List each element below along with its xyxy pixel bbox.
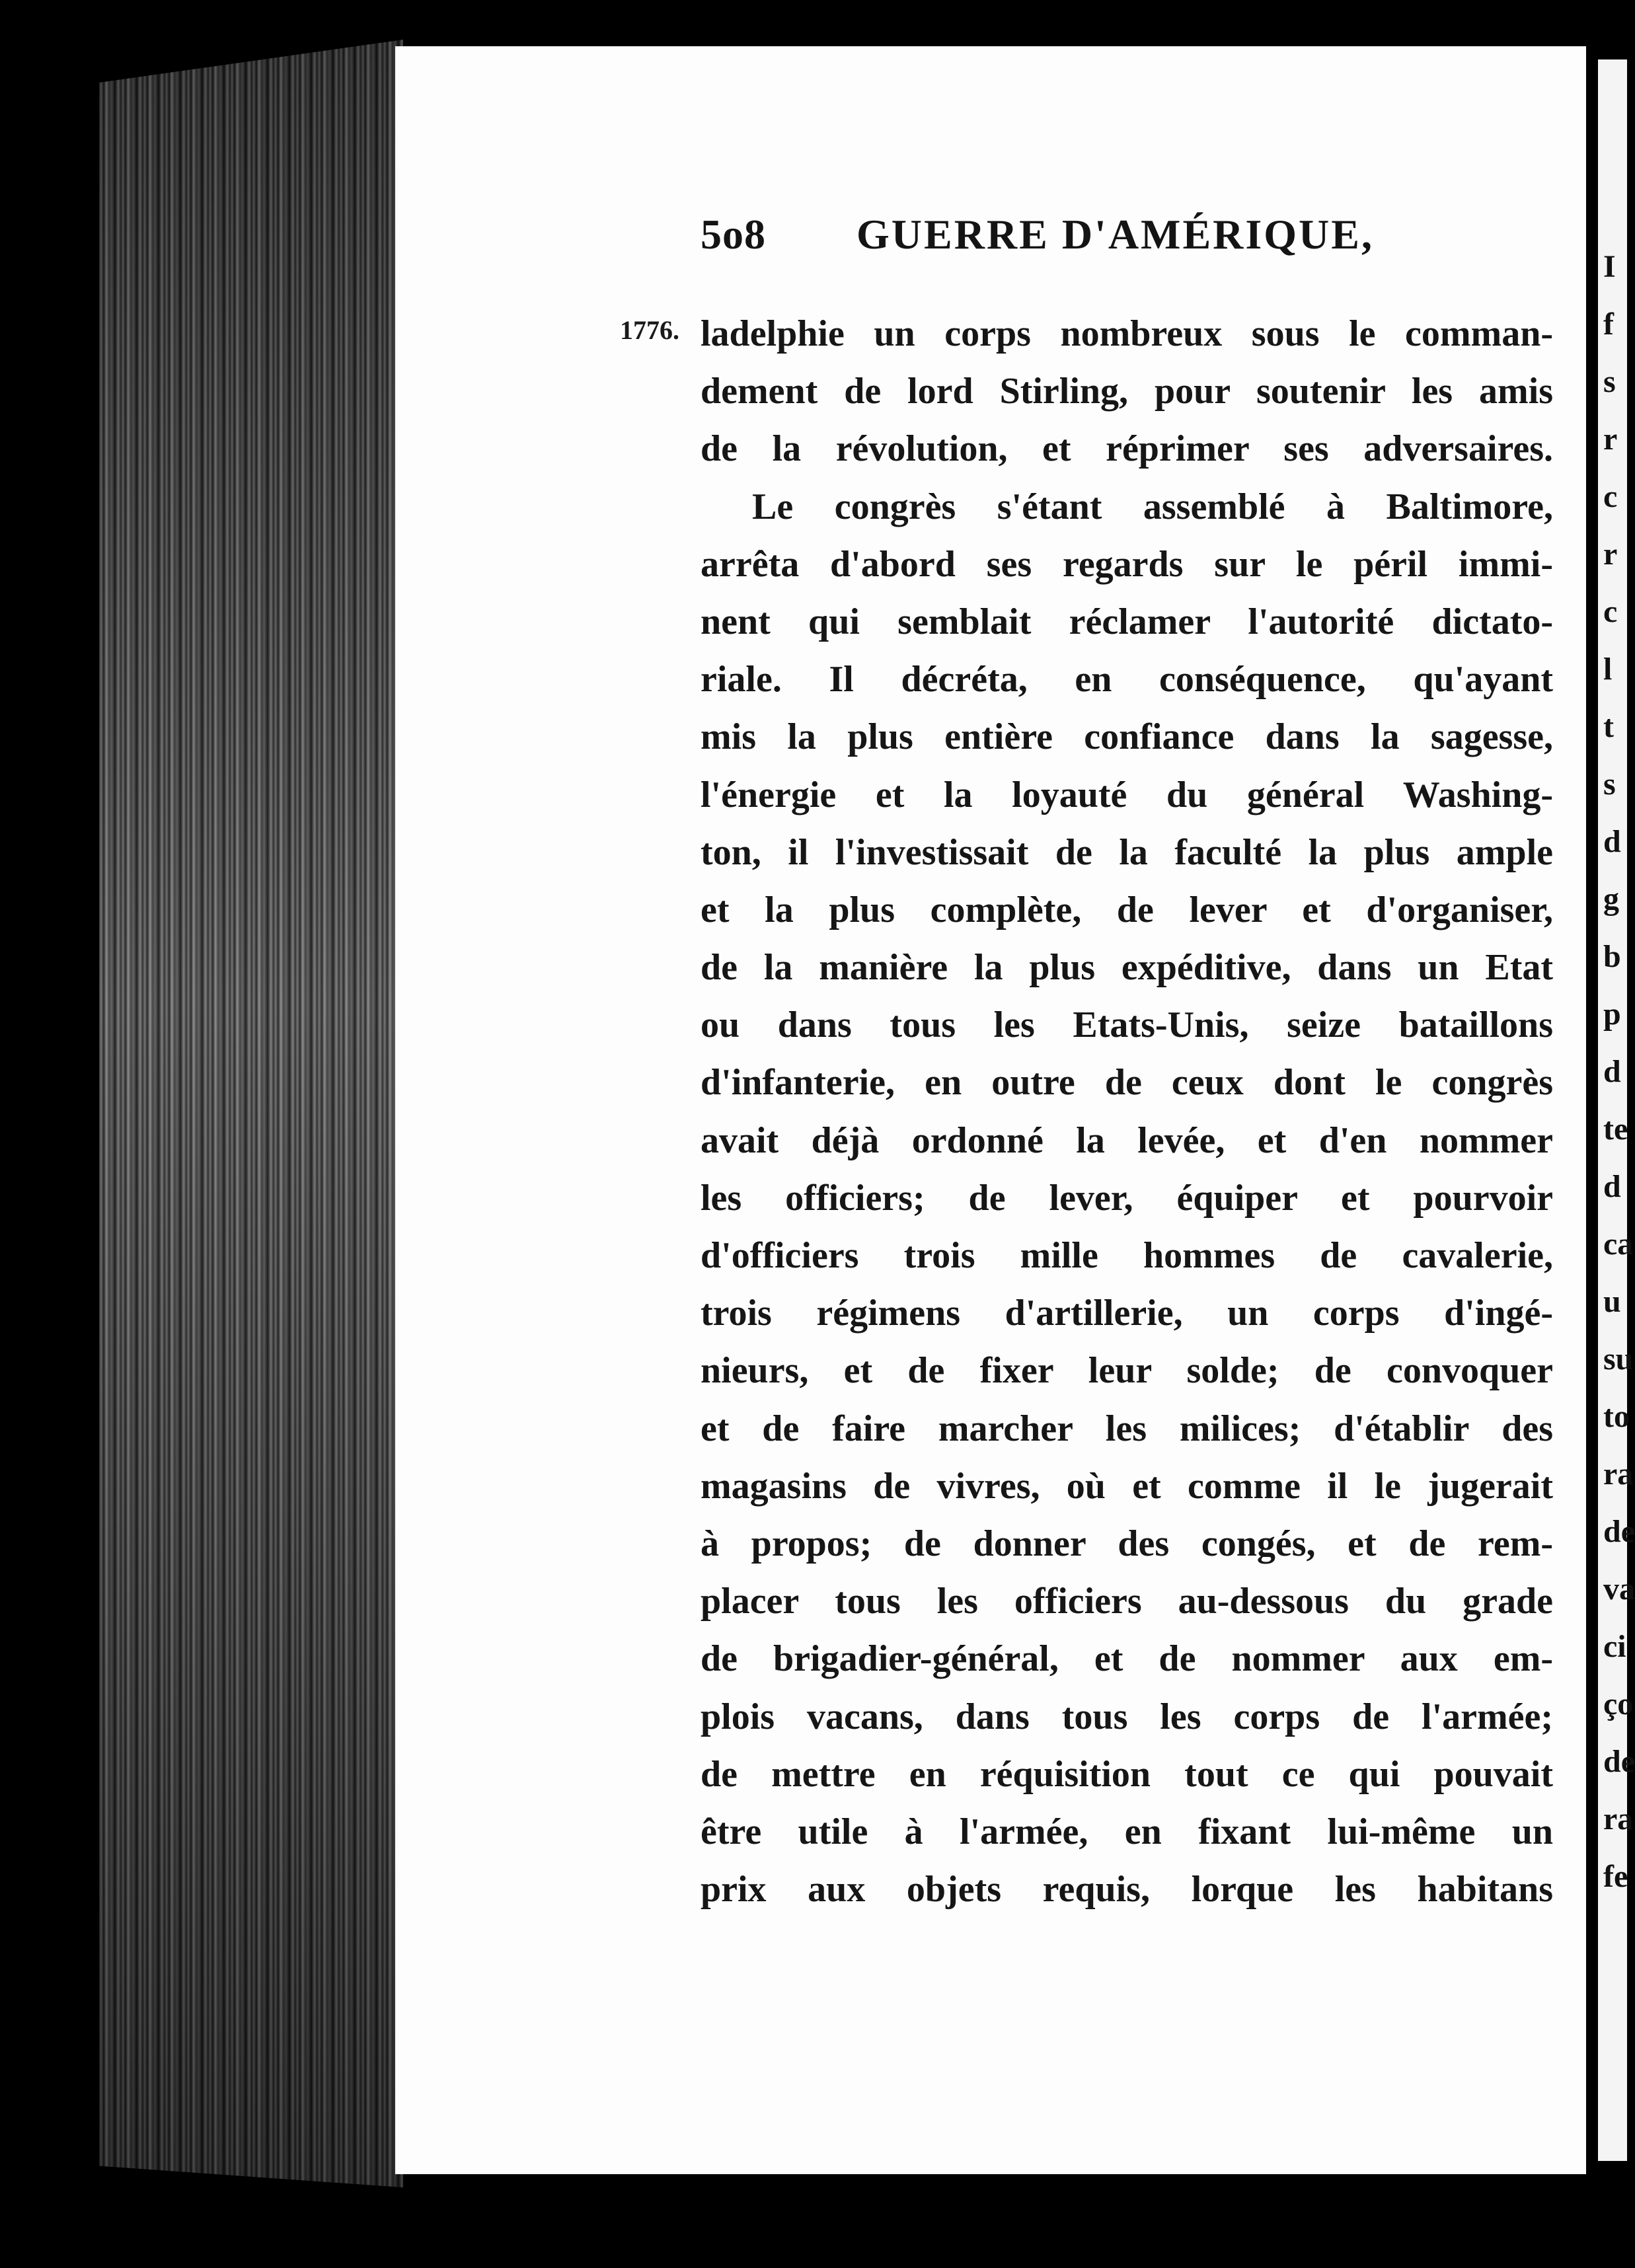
text-line: l'énergie et la loyauté du général Washing- xyxy=(701,774,1553,815)
adjacent-page-text-fragment: I f s r c r c l t s d g b p d te d ca u su to ra de va ci ço de ra fe xyxy=(1603,249,1635,1894)
text-line: de la manière la plus expéditive, dans un Etat xyxy=(701,947,1553,989)
text-line: mis la plus entière confiance dans la sagesse, xyxy=(701,716,1553,758)
text-line: et la plus complète, de lever et d'organiser, xyxy=(701,889,1553,930)
text-line: placer tous les officiers au-dessous du grade xyxy=(701,1581,1553,1622)
text-line: plois vacans, dans tous les corps de l'armée; xyxy=(701,1696,1553,1737)
text-line: de la révolution, et réprimer ses adversaires. xyxy=(701,428,1553,470)
text-line: avait déjà ordonné la levée, et d'en nommer xyxy=(701,1119,1553,1161)
text-line: ton, il l'investissait de la faculté la plus ample xyxy=(701,831,1553,873)
text-line: prix aux objets requis, lorque les habitans xyxy=(701,1869,1553,1910)
text-line: être utile à l'armée, en fixant lui-même un xyxy=(701,1811,1553,1852)
text-line: ou dans tous les Etats-Unis, seize bataillons xyxy=(701,1004,1553,1046)
text-line: de mettre en réquisition tout ce qui pouvait xyxy=(701,1753,1553,1795)
text-line: les officiers; de lever, équiper et pourvoir xyxy=(701,1177,1553,1219)
text-line: magasins de vivres, où et comme il le jugerait xyxy=(701,1465,1553,1507)
book-fore-edge-shading xyxy=(99,40,403,2187)
running-title: GUERRE D'AMÉRIQUE, xyxy=(856,211,1374,258)
paragraph-first-line: Le congrès s'étant assemblé à Baltimore, xyxy=(752,486,1553,527)
text-line: nieurs, et de fixer leur solde; de convoquer xyxy=(701,1350,1553,1392)
text-line: ladelphie un corps nombreux sous le comman- xyxy=(701,313,1553,354)
text-line: arrêta d'abord ses regards sur le péril immi- xyxy=(701,543,1553,585)
text-line: et de faire marcher les milices; d'établir des xyxy=(701,1408,1553,1449)
text-line: à propos; de donner des congés, et de rem- xyxy=(701,1523,1553,1564)
marginal-year-note: 1776. xyxy=(620,315,679,345)
page-number: 5o8 xyxy=(701,211,766,258)
text-line: d'officiers trois mille hommes de cavalerie, xyxy=(701,1235,1553,1276)
body-text xyxy=(701,305,1553,1918)
text-line: nent qui semblait réclamer l'autorité dictato- xyxy=(701,601,1553,642)
running-header xyxy=(701,210,1427,270)
text-line: de brigadier-général, et de nommer aux em- xyxy=(701,1638,1553,1680)
text-line: d'infanterie, en outre de ceux dont le congrès xyxy=(701,1062,1553,1104)
text-line: dement de lord Stirling, pour soutenir les amis xyxy=(701,371,1553,412)
text-line: riale. Il décréta, en conséquence, qu'ayant xyxy=(701,659,1553,700)
text-line: trois régimens d'artillerie, un corps d'ingé- xyxy=(701,1293,1553,1334)
